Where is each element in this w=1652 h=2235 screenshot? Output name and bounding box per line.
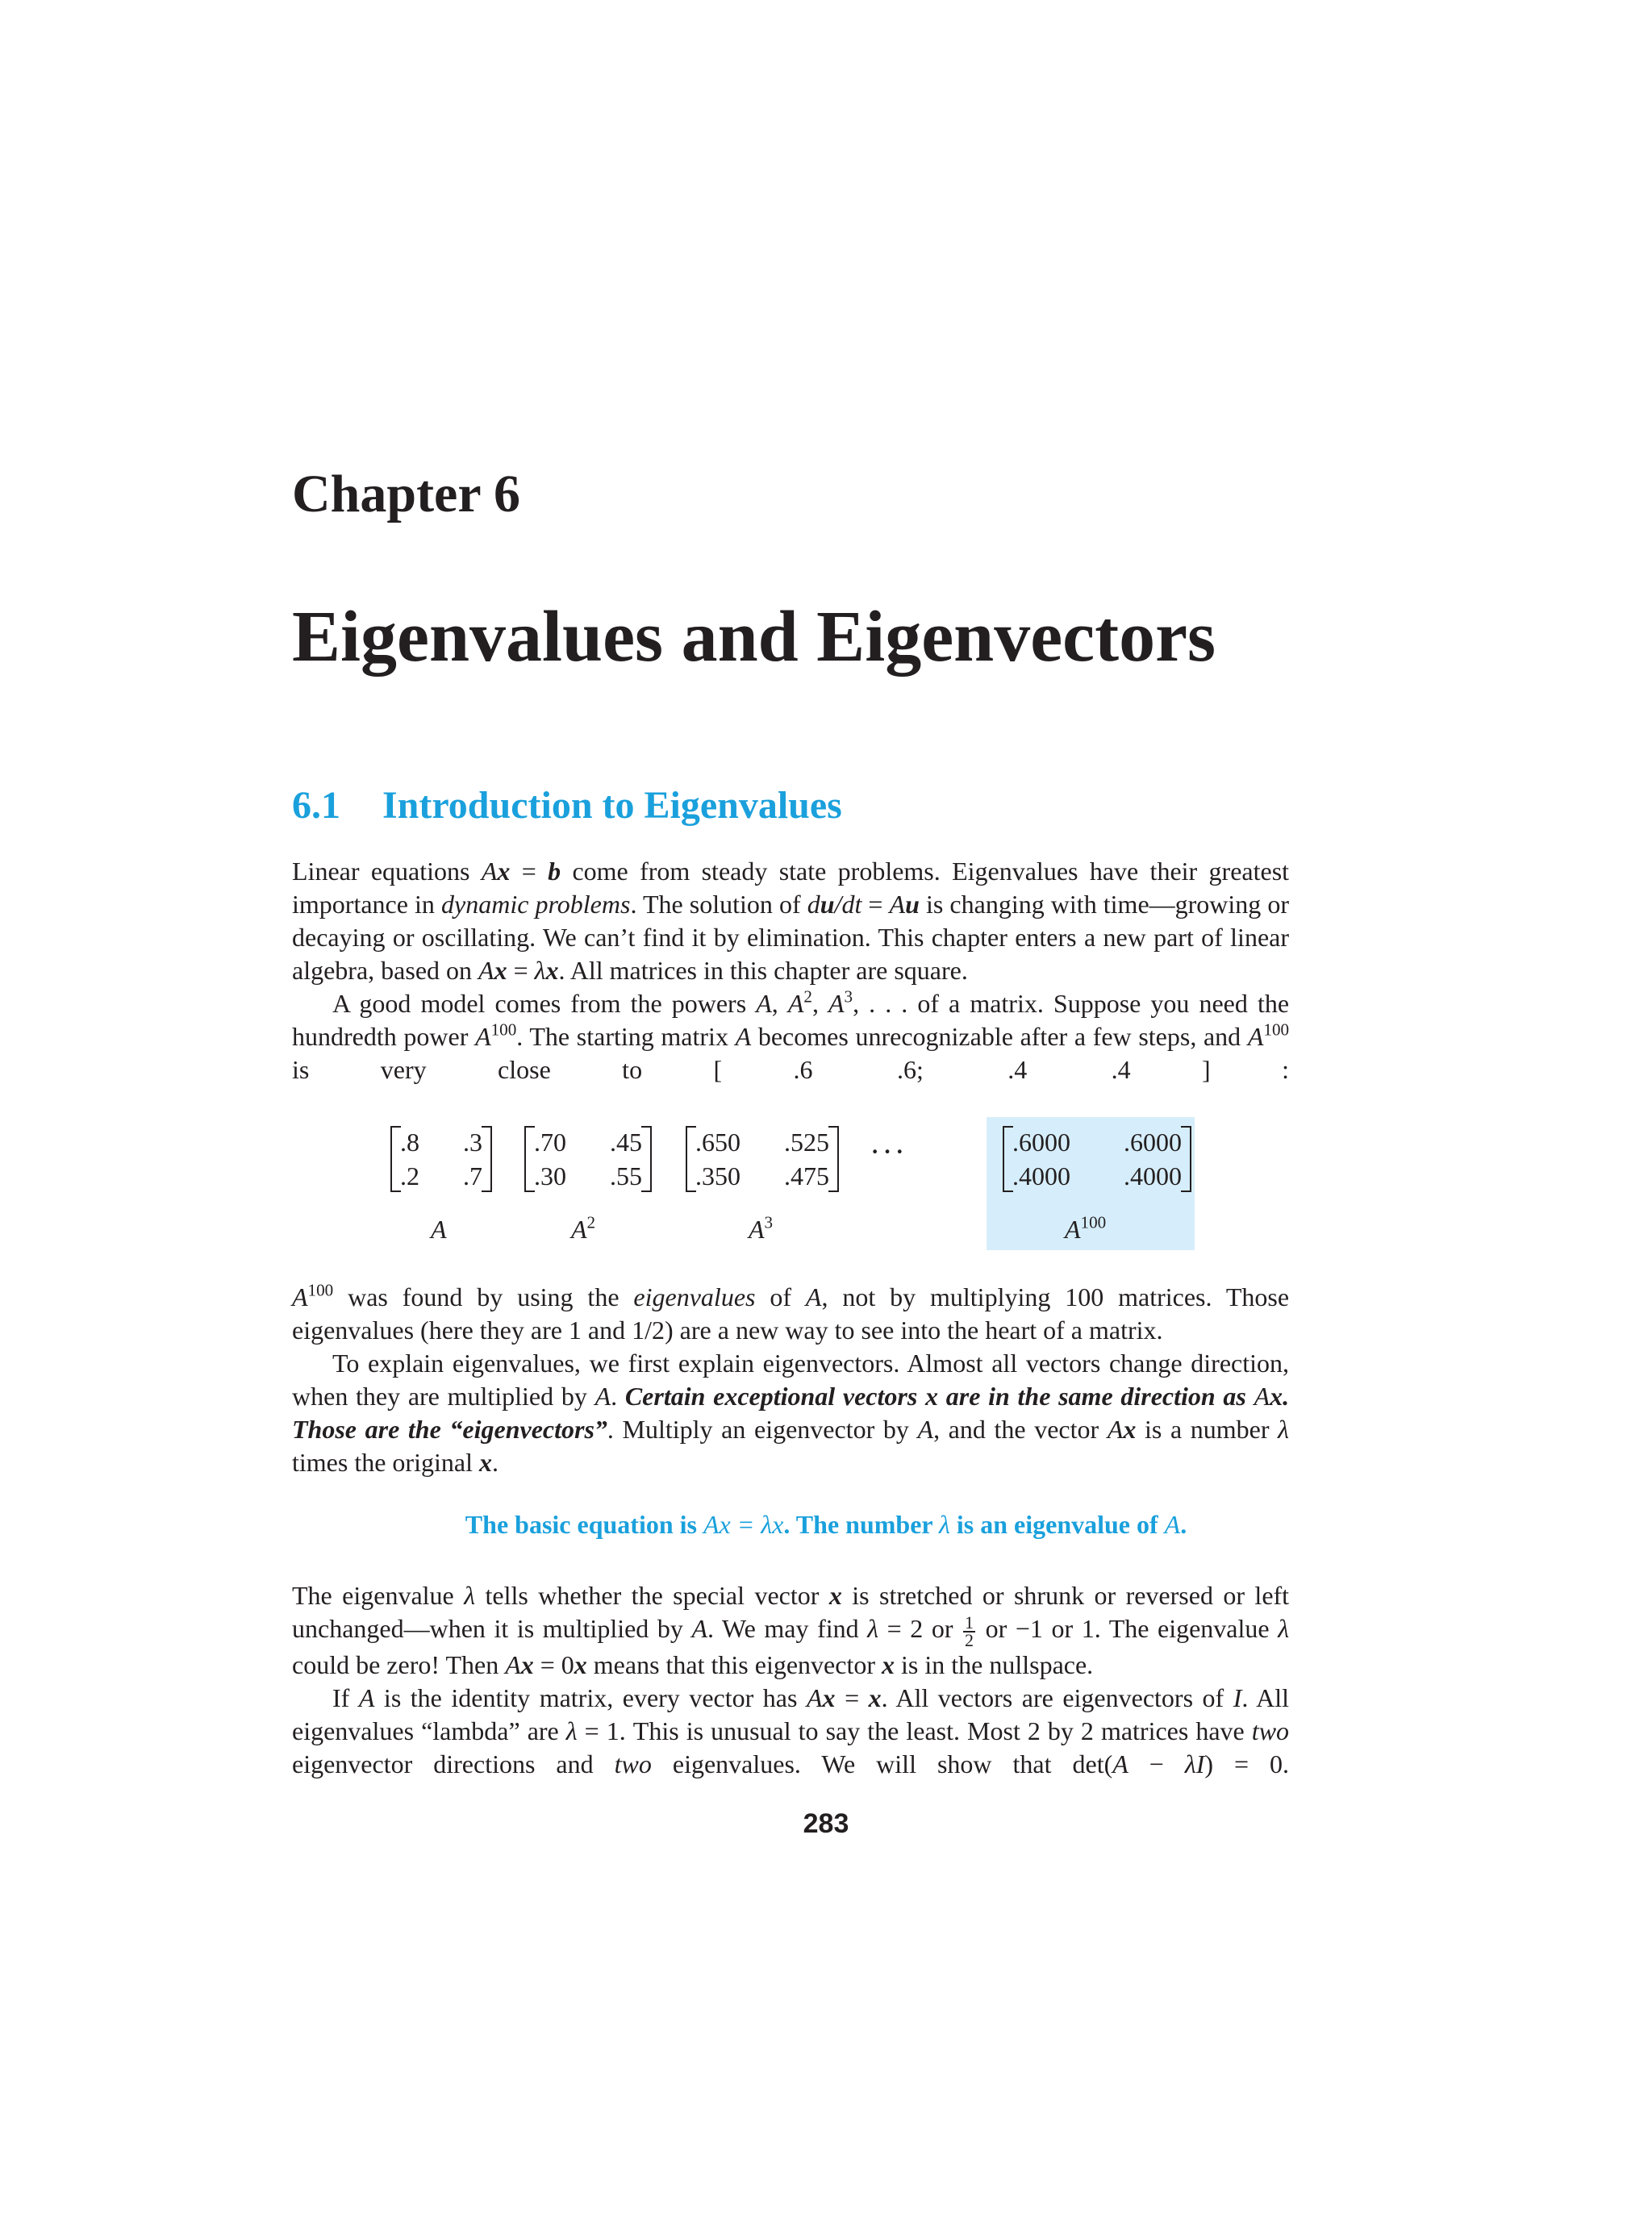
closing-paragraphs bbox=[292, 1579, 1289, 1814]
matrix-a: .8 .3 .2 .7 bbox=[390, 1126, 492, 1192]
paragraph-2: A good model comes from the powers A, $A^2$, $A^3$, . . . of a matrix. Suppose you need the hundredth power $A^{100}$. The starting matrix A becomes unrecognizable after a few steps, and $A^{100}$ is very close to [ .6 .6; .4 .4 ] : bbox=[292, 986, 1290, 1084]
section-heading bbox=[292, 786, 842, 825]
key-equation: The basic equation is Ax = λx. The number λ is an eigenvalue of A. bbox=[465, 1510, 1187, 1539]
matrix-a-label: A bbox=[431, 1215, 447, 1244]
one-half-fraction: $\frac{1}{2}$ bbox=[965, 1612, 974, 1650]
paragraph-1: Linear equations Ax = b come from steady state problems. Eigenvalues have their greatest importance in dynamic problems. The solution of du/dt = Au is changing with time—growing or decaying or oscillating. We can’t find it by elimination. This chapter enters a new part of linear algebra, based on Ax = λx. All matrices in this chapter are square. bbox=[292, 857, 1290, 985]
paragraph-4: To explain eigenvalues, we first explain eigenvectors. Almost all vectors change direction, when they are multiplied by A. Certain exceptional vectors x are in the same direction as Ax. Those are the “eigenvectors”. Multiply an eigenvector by A, and the vector Ax is a number λ times the original x. bbox=[292, 1349, 1290, 1477]
page-number: 283 bbox=[803, 1808, 849, 1839]
paragraph-3: $A^{100}$ was found by using the eigenvalues of A, not by multiplying 100 matrices. Those eigenvalues (here they are 1 and 1/2) are a new way to see into the heart of a matrix. bbox=[292, 1280, 1290, 1345]
chapter-title: Eigenvalues and Eigenvectors bbox=[292, 597, 1216, 677]
ellipsis: ··· bbox=[870, 1133, 907, 1170]
middle-paragraphs bbox=[292, 1281, 1289, 1479]
matrix-a3-label: $A^3$ bbox=[749, 1212, 774, 1244]
matrix-a100-label: $A^{100}$ bbox=[1065, 1212, 1107, 1244]
chapter-label: Chapter 6 bbox=[292, 465, 520, 523]
matrix-a2: .70 .45 .30 .55 bbox=[524, 1126, 652, 1192]
paragraph-5: The eigenvalue λ tells whether the special vector x is stretched or shrunk or reversed or left unchanged—when it is multiplied by A. We may find λ = 2 or $\frac{1}{2}$ or −1 or 1. The eigenvalue λ could be zero! Then Ax = 0x means that this eigenvector x is in the nullspace. bbox=[292, 1581, 1290, 1679]
section-number: 6.1 bbox=[292, 784, 340, 827]
matrix-a100: .6000 .6000 .4000 .4000 bbox=[1003, 1126, 1191, 1192]
matrix-a3: .650 .525 .350 .475 bbox=[686, 1126, 839, 1192]
section-title: Introduction to Eigenvalues bbox=[382, 784, 842, 827]
intro-paragraphs bbox=[292, 855, 1289, 1120]
matrix-a2-label: $A^2$ bbox=[571, 1212, 596, 1244]
paragraph-6: If A is the identity matrix, every vector has Ax = x. All vectors are eigenvectors of I. All eigenvalues “lambda” are λ = 1. This is unusual to say the least. Most 2 by 2 matrices have two eigenvector directions and two eigenvalues. We will show that det(A − λI) = 0. bbox=[292, 1683, 1290, 1778]
